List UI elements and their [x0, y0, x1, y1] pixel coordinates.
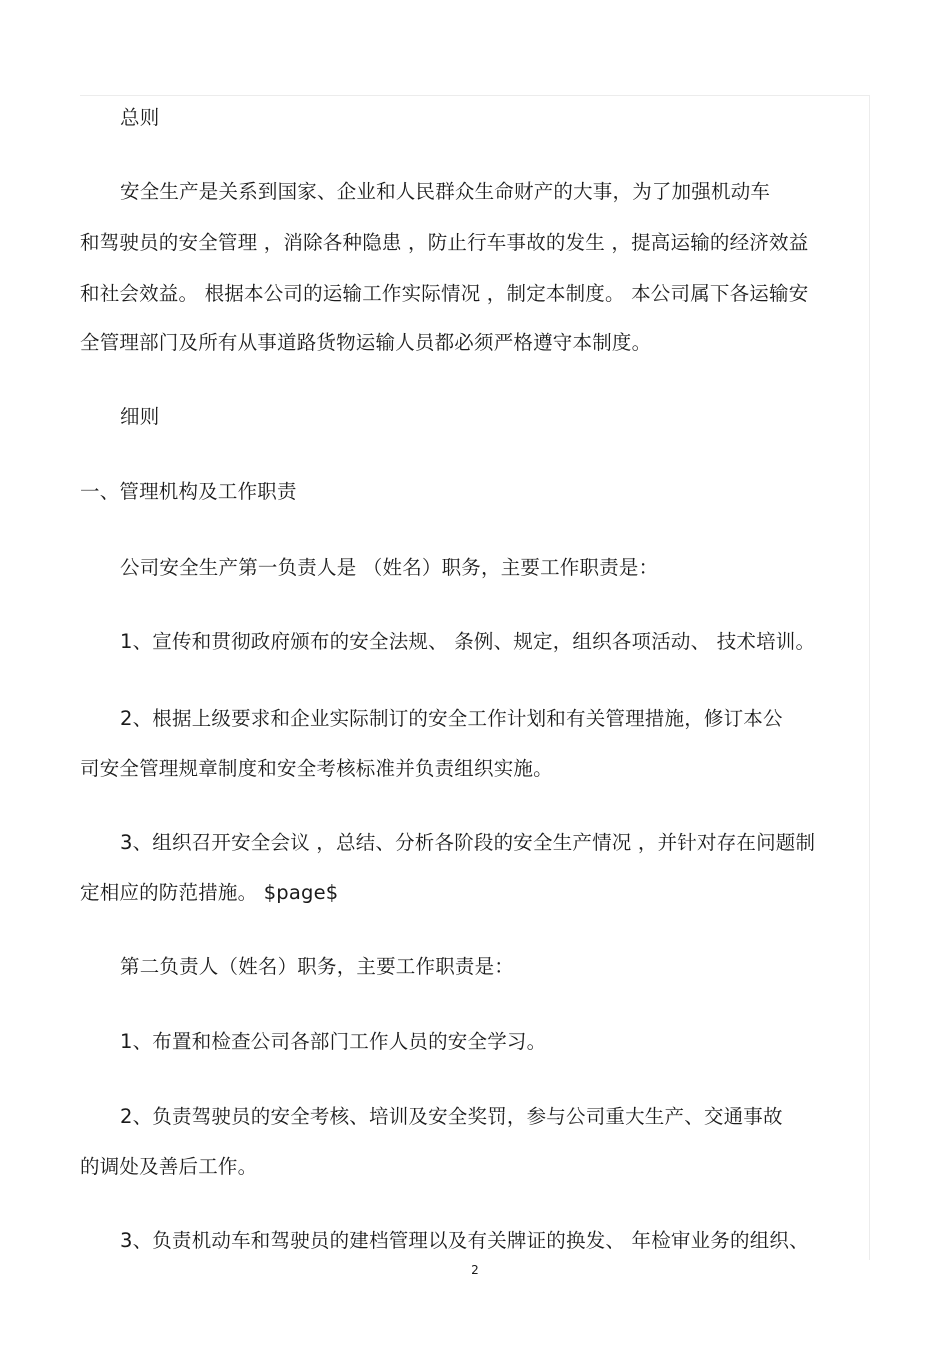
paragraph-line: 和驾驶员的安全管理 ，消除各种隐患 ，防止行车事故的发生 ，提高运输的经济效益: [80, 231, 809, 254]
list-item: 1、布置和检查公司各部门工作人员的安全学习。: [120, 1030, 547, 1053]
list-item: 2、负责驾驶员的安全考核、培训及安全奖罚，参与公司重大生产、交通事故: [120, 1105, 783, 1128]
list-item-continuation: 司安全管理规章制度和安全考核标准并负责组织实施。: [80, 757, 553, 780]
page-border-top: [80, 95, 870, 96]
paragraph-line: 第二负责人（姓名）职务，主要工作职责是：: [120, 955, 515, 978]
list-item: 1、宣传和贯彻政府颁布的安全法规、 条例、规定，组织各项活动、 技术培训。: [120, 630, 816, 653]
list-item-continuation: 定相应的防范措施。 $page$: [80, 881, 339, 904]
section-heading-details: 细则: [120, 405, 160, 428]
paragraph-line: 安全生产是关系到国家、企业和人民群众生命财产的大事，为了加强机动车: [120, 180, 771, 203]
page-number: 2: [471, 1263, 479, 1277]
list-item: 3、负责机动车和驾驶员的建档管理以及有关牌证的换发、 年检审业务的组织、: [120, 1229, 809, 1252]
paragraph-line: 全管理部门及所有从事道路货物运输人员都必须严格遵守本制度。: [80, 331, 652, 354]
section-heading-general: 总则: [120, 106, 160, 129]
paragraph-line: 和社会效益。 根据本公司的运输工作实际情况 ，制定本制度。 本公司属下各运输安: [80, 282, 809, 305]
section-heading-organization: 一、管理机构及工作职责: [80, 480, 297, 503]
list-item-continuation: 的调处及善后工作。: [80, 1155, 258, 1178]
paragraph-line: 公司安全生产第一负责人是 （姓名）职务，主要工作职责是：: [120, 556, 659, 579]
list-item: 3、组织召开安全会议 ，总结、分析各阶段的安全生产情况 ，并针对存在问题制: [120, 831, 816, 854]
page-border-right: [869, 95, 870, 1260]
list-item: 2、根据上级要求和企业实际制订的安全工作计划和有关管理措施，修订本公: [120, 707, 783, 730]
